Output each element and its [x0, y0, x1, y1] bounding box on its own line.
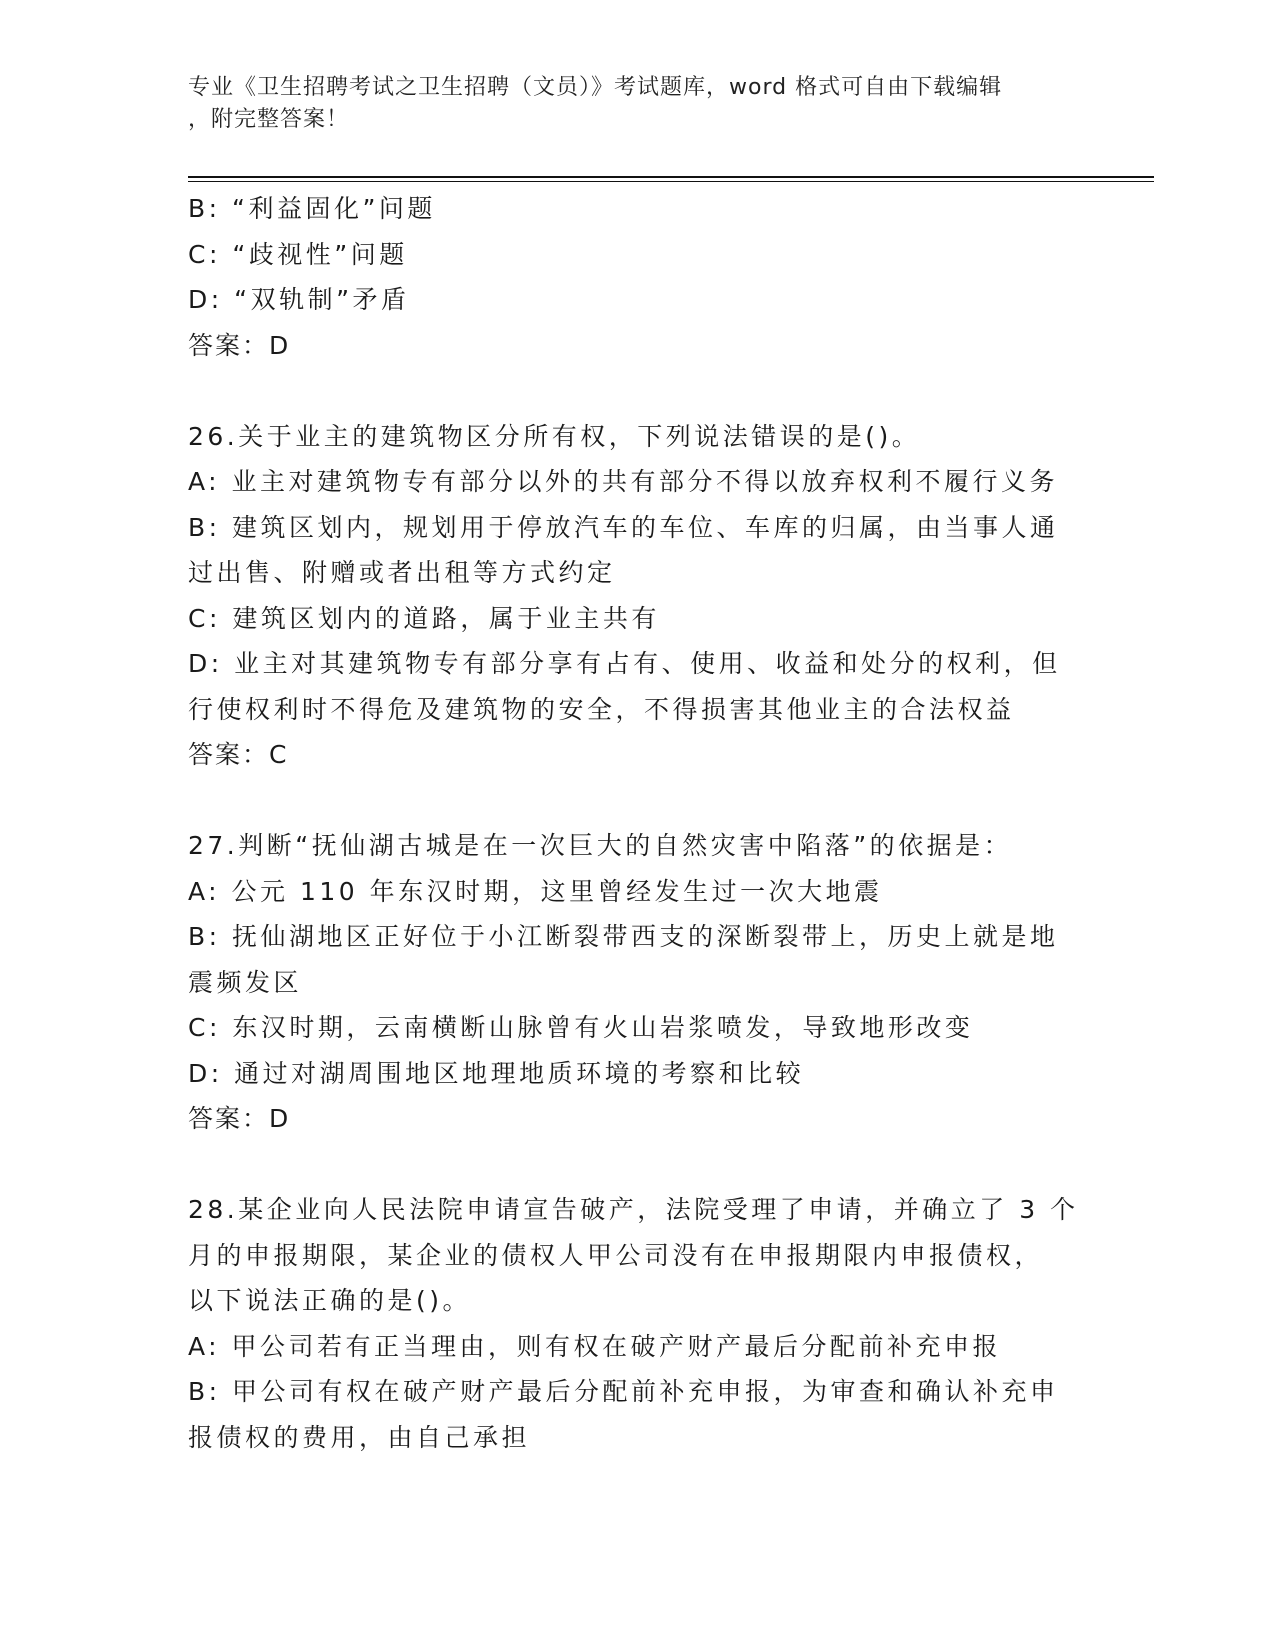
- question-26: [188, 414, 1088, 778]
- q28-option-b-line-1: B: 甲公司有权在破产财产最后分配前补充申报，为审查和确认补充申: [188, 1377, 1059, 1406]
- question-27: [188, 823, 1088, 1142]
- q26-option-c: C: 建筑区划内的道路，属于业主共有: [188, 603, 660, 633]
- q26-option-d-line-1: D: 业主对其建筑物专有部分享有占有、使用、收益和处分的权利，但: [188, 649, 1061, 678]
- q25-option-c: C: “歧视性”问题: [188, 239, 408, 269]
- q28-option-b-line-2: 报债权的费用，由自己承担: [188, 1422, 531, 1452]
- q25-answer: 答案：D: [188, 330, 291, 360]
- q26-option-b-line-2: 过出售、附赠或者出租等方式约定: [188, 558, 616, 587]
- q27-answer: 答案：D: [188, 1104, 291, 1133]
- header-line-1: 专业《卫生招聘考试之卫生招聘（文员）》考试题库，word 格式可自由下载编辑: [188, 75, 1003, 100]
- q28-stem-line-3: 以下说法正确的是()。: [188, 1286, 472, 1315]
- question-content: [188, 186, 1088, 1460]
- header-divider-thick: [188, 176, 1154, 178]
- q27-option-a: A: 公元 110 年东汉时期，这里曾经发生过一次大地震: [188, 876, 883, 906]
- q28-option-a: A: 甲公司若有正当理由，则有权在破产财产最后分配前补充申报: [188, 1331, 1002, 1361]
- q25-option-b: B: “利益固化”问题: [188, 194, 436, 223]
- q26-answer: 答案：C: [188, 740, 289, 769]
- q25-option-d: D: “双轨制”矛盾: [188, 285, 410, 314]
- question-gap: [188, 368, 1088, 414]
- question-gap: [188, 1142, 1088, 1188]
- q28-stem-line-2: 月的申报期限，某企业的债权人甲公司没有在申报期限内申报债权，: [188, 1240, 1044, 1270]
- q27-option-c: C: 东汉时期，云南横断山脉曾有火山岩浆喷发，导致地形改变: [188, 1013, 974, 1042]
- q26-stem: 26.关于业主的建筑物区分所有权，下列说法错误的是()。: [188, 421, 921, 451]
- page-header: [188, 72, 1088, 136]
- q26-option-a: A: 业主对建筑物专有部分以外的共有部分不得以放弃权利不履行义务: [188, 467, 1059, 496]
- question-25: [188, 186, 1088, 368]
- question-28: [188, 1187, 1088, 1460]
- header-divider-thin: [188, 181, 1154, 182]
- q28-stem-line-1: 28.某企业向人民法院申请宣告破产，法院受理了申请，并确立了 3 个: [188, 1195, 1079, 1224]
- q26-option-b-line-1: B: 建筑区划内，规划用于停放汽车的车位、车库的归属，由当事人通: [188, 512, 1059, 542]
- q27-option-d: D: 通过对湖周围地区地理地质环境的考察和比较: [188, 1058, 805, 1088]
- q27-stem: 27.判断“抚仙湖古城是在一次巨大的自然灾害中陷落”的依据是：: [188, 831, 1013, 860]
- q26-option-d-line-2: 行使权利时不得危及建筑物的安全，不得损害其他业主的合法权益: [188, 694, 1015, 724]
- q27-option-b-line-1: B: 抚仙湖地区正好位于小江断裂带西支的深断裂带上，历史上就是地: [188, 922, 1059, 951]
- q27-option-b-line-2: 震频发区: [188, 967, 303, 997]
- header-line-2: ，附完整答案！: [188, 107, 350, 132]
- question-gap: [188, 778, 1088, 824]
